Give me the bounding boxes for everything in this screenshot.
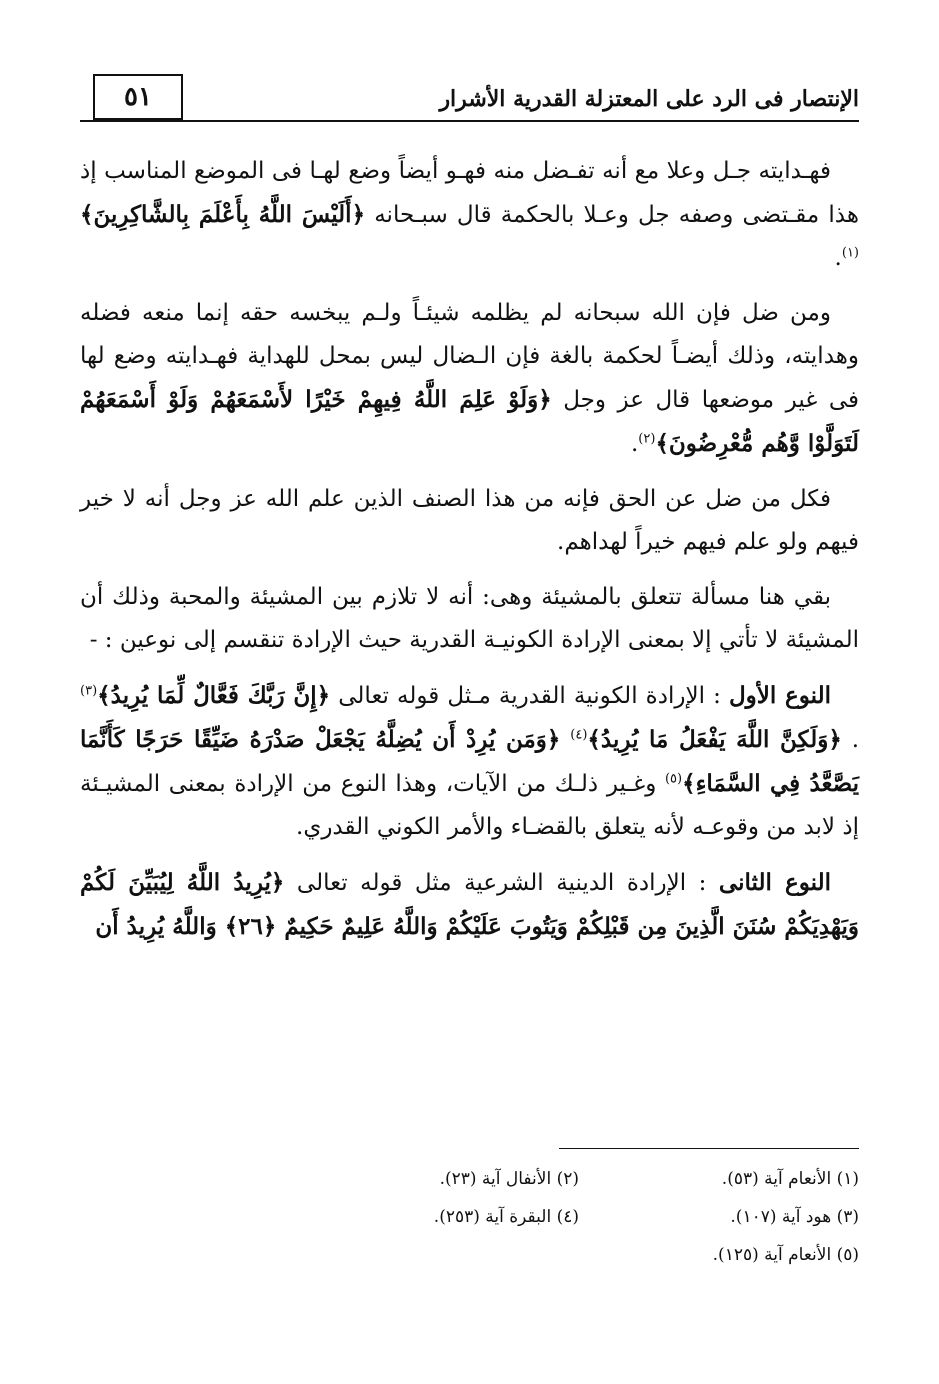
footnote-row (80, 1160, 859, 1198)
paragraph-2 (80, 292, 859, 466)
text: ومن ضل فإن الله سبحانه لم يظلمه شيئـاً ولـم يبخسه حقه إنما منعه فضله وهدايته، وذلك أيضـاً لحكمة بالغة فإن الـضال ليس بمحل للهداية فهـدايته وضع لها فى غير موضعها قال عز وجل (80, 300, 860, 413)
running-title: الإنتصار فى الرد على المعتزلة القدرية الأشرار (439, 86, 859, 112)
footnote-ref: (٣) (80, 683, 98, 699)
paragraph-6 (80, 861, 859, 949)
paragraph-1 (80, 150, 859, 280)
text: وغـير ذلـك من الآيات، وهذا النوع من الإرادة بمعنى المشيـئة إذ لابد من وقوعـه لأنه يتعلق بالقضـاء والأمر الكوني القدري. (80, 771, 859, 840)
quran-verse: ﴿أَلَيْسَ اللَّهُ بِأَعْلَمَ بِالشَّاكِرِينَ﴾ (80, 201, 366, 228)
footnote-1: (١) الأنعام آية (٥٣). (721, 1169, 859, 1189)
quran-verse: ﴿وَلَكِنَّ اللَّهَ يَفْعَلُ مَا يُرِيدُ﴾ (587, 726, 842, 753)
text: . (630, 431, 639, 457)
quran-verse: ﴿يُرِيدُ اللَّهُ لِيُبَيِّنَ لَكُمْ وَيَهْدِيَكُمْ سُنَنَ الَّذِينَ مِن قَبْلِكُمْ وَيَتُوبَ عَلَيْكُمْ وَاللَّهُ عَلِيمٌ حَكِيمٌ ﴿٢٦﴾ وَاللَّهُ يُرِيدُ أَن (80, 869, 859, 940)
footnote-row (80, 1236, 859, 1274)
footnote-divider (559, 1148, 859, 1149)
text: بقي هنا مسألة تتعلق بالمشيئة وهى: أنه لا تلازم بين المشيئة والمحبة وذلك أن المشيئة لا تأتي إلا بمعنى الإرادة الكونيـة القدرية حيث الإرادة تنقسم إلى نوعين : - (80, 584, 859, 653)
quran-verse: ﴿وَلَوْ عَلِمَ اللَّهُ فِيهِمْ خَيْرًا لأَسْمَعَهُمْ وَلَوْ أَسْمَعَهُمْ لَتَوَلَّوْا وَّهُم مُّعْرِضُونَ﴾ (80, 386, 859, 457)
footnote-ref: (٤) (570, 727, 588, 743)
quran-verse: ﴿إِنَّ رَبَّكَ فَعَّالٌ لِّمَا يُرِيدُ﴾ (97, 682, 331, 709)
footnote-row (80, 1198, 859, 1236)
paragraph-3 (80, 478, 859, 564)
text: فهـدايته جـل وعلا مع أنه تفـضل منه فهـو أيضاً وضع لهـا فى الموضع المناسب إذ هذا مقـتضى وصفه جل وعـلا بالحكمة قال سبـحانه (80, 158, 859, 228)
paragraph-5 (80, 674, 859, 849)
page-number-text: ٥١ (124, 82, 152, 112)
footnote-ref: (١) (841, 245, 859, 261)
footnote-ref: (٥) (664, 771, 683, 787)
paragraph-4 (80, 576, 859, 662)
footnotes (80, 1160, 859, 1274)
footnote-5: (٥) الأنعام آية (١٢٥). (712, 1245, 859, 1265)
header-divider (80, 120, 859, 122)
footnote-2: (٢) الأنفال آية (٢٣). (439, 1169, 579, 1189)
text: . (841, 727, 860, 753)
text (560, 727, 570, 753)
section-label: النوع الثانى (718, 869, 832, 896)
footnote-ref: (٢) (638, 431, 656, 447)
section-label: النوع الأول (728, 682, 832, 709)
text: : الإرادة الدينية الشرعية مثل قوله تعالى (284, 870, 719, 896)
footnote-3: (٣) هود آية (١٠٧). (730, 1207, 859, 1227)
quran-verse: ﴿وَمَن يُرِدْ أَن يُضِلَّهُ يَجْعَلْ صَدْرَهُ ضَيِّقًا حَرَجًا كَأَنَّمَا يَصَّعَّدُ فِي السَّمَاءِ﴾ (80, 726, 859, 797)
text: فكل من ضل عن الحق فإنه من هذا الصنف الذين علم الله عز وجل أنه لا خير فيهم ولو علم فيهم خيراً لهداهم. (80, 486, 859, 555)
text: : الإرادة الكونية القدرية مـثل قوله تعالى (330, 683, 729, 709)
text: . (834, 245, 842, 271)
body-text (80, 150, 859, 961)
footnote-4: (٤) البقرة آية (٢٥٣). (433, 1207, 579, 1227)
page-number (93, 74, 183, 120)
